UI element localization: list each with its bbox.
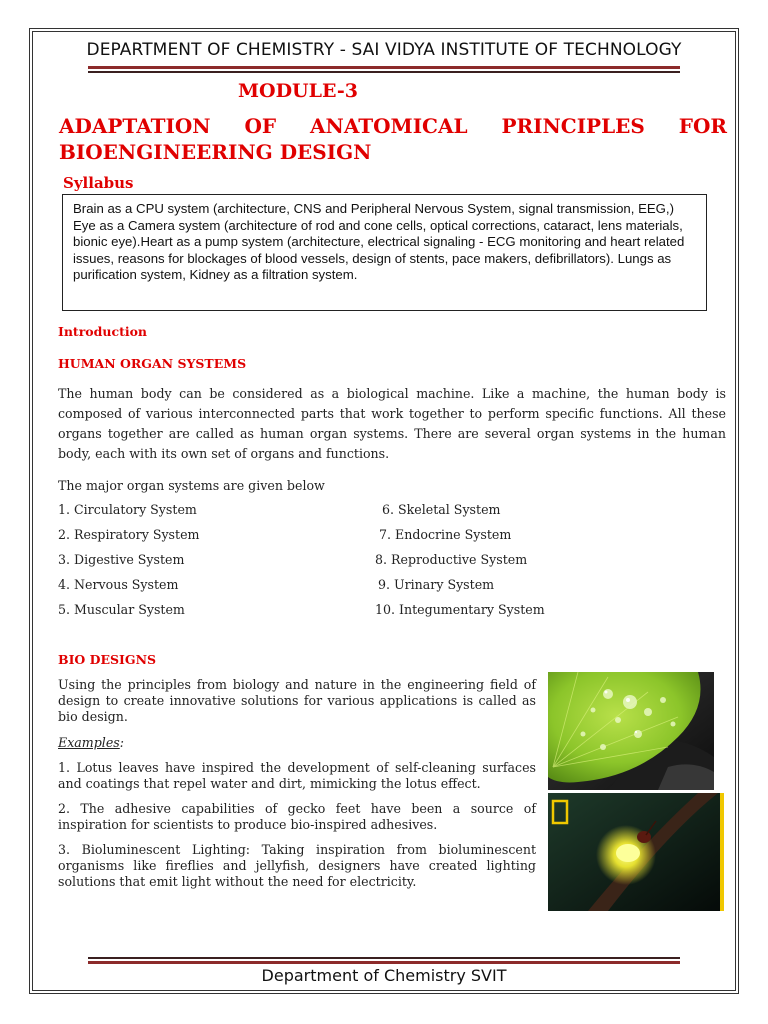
footer-rule-dark bbox=[88, 957, 680, 959]
list-item: 9. Urinary System bbox=[378, 577, 495, 592]
page-title-line1: ADAPTATION OF ANATOMICAL PRINCIPLES FOR bbox=[59, 114, 727, 138]
examples-colon: : bbox=[119, 735, 125, 750]
list-item: 10. Integumentary System bbox=[375, 602, 545, 617]
organ-list-left bbox=[58, 497, 199, 622]
syllabus-text: Brain as a CPU system (architecture, CNS and Peripheral Nervous System, signal transmission, EEG,) Eye as a Camera system (architecture of rod and cone cells, optical corrections, cataract, lens materials, bionic eye).Heart as a pump system (architecture, electrical signaling - ECG monitoring and heart related issues, reasons for blockages of blood vessels, design of stents, pace makers, defibrillators). Lungs as purification system, Kidney as a filtration system. bbox=[73, 201, 685, 282]
list-item: 8. Reproductive System bbox=[375, 552, 528, 567]
introduction-heading: Introduction bbox=[58, 324, 148, 339]
bio-designs-intro: Using the principles from biology and nature in the engineering field of design to create innovative solutions for various applications is called as bio design. bbox=[58, 677, 536, 724]
list-item: 4. Nervous System bbox=[58, 577, 179, 592]
module-heading: MODULE-3 bbox=[238, 80, 358, 102]
footer-rule-red bbox=[88, 961, 680, 964]
bio-designs-heading: BIO DESIGNS bbox=[58, 652, 157, 667]
header-rule-dark bbox=[88, 71, 680, 73]
example-item: 2. The adhesive capabilities of gecko feet have been a source of inspiration for scientists to produce bio-inspired adhesives. bbox=[58, 801, 536, 832]
syllabus-heading: Syllabus bbox=[63, 174, 134, 192]
firefly-image bbox=[548, 793, 724, 911]
list-item: 1. Circulatory System bbox=[58, 502, 197, 517]
examples-label: Examples bbox=[58, 735, 120, 750]
example-item: 3. Bioluminescent Lighting: Taking inspiration from bioluminescent organisms like fireflies and jellyfish, designers have created lighting solutions that emit light without the need for electricity. bbox=[58, 842, 536, 889]
organ-systems-paragraph: The human body can be considered as a biological machine. Like a machine, the human body is composed of various interconnected parts that work together to perform specific functions. All these organs together are called as human organ systems. There are several organ systems in the human body, each with its own set of organs and functions. bbox=[58, 386, 726, 461]
page-title-line2: BIOENGINEERING DESIGN bbox=[59, 140, 372, 164]
page-title bbox=[59, 113, 727, 165]
example-item: 1. Lotus leaves have inspired the development of self-cleaning surfaces and coatings that repel water and dirt, mimicking the lotus effect. bbox=[58, 760, 536, 791]
syllabus-box bbox=[62, 194, 707, 311]
organ-systems-heading: HUMAN ORGAN SYSTEMS bbox=[58, 356, 247, 371]
organ-list-right bbox=[375, 497, 545, 622]
header-title: DEPARTMENT OF CHEMISTRY - SAI VIDYA INSTITUTE OF TECHNOLOGY bbox=[86, 40, 682, 60]
list-item: 2. Respiratory System bbox=[58, 527, 200, 542]
footer-title: Department of Chemistry SVIT bbox=[261, 966, 507, 985]
list-item: 3. Digestive System bbox=[58, 552, 185, 567]
list-item: 5. Muscular System bbox=[58, 602, 185, 617]
list-item: 7. Endocrine System bbox=[379, 527, 512, 542]
lotus-leaf-image bbox=[548, 672, 714, 790]
organ-systems-intro: The major organ systems are given below bbox=[58, 478, 325, 493]
examples-label-wrap bbox=[58, 735, 124, 750]
list-item: 6. Skeletal System bbox=[382, 502, 501, 517]
header-rule-red bbox=[88, 66, 680, 69]
